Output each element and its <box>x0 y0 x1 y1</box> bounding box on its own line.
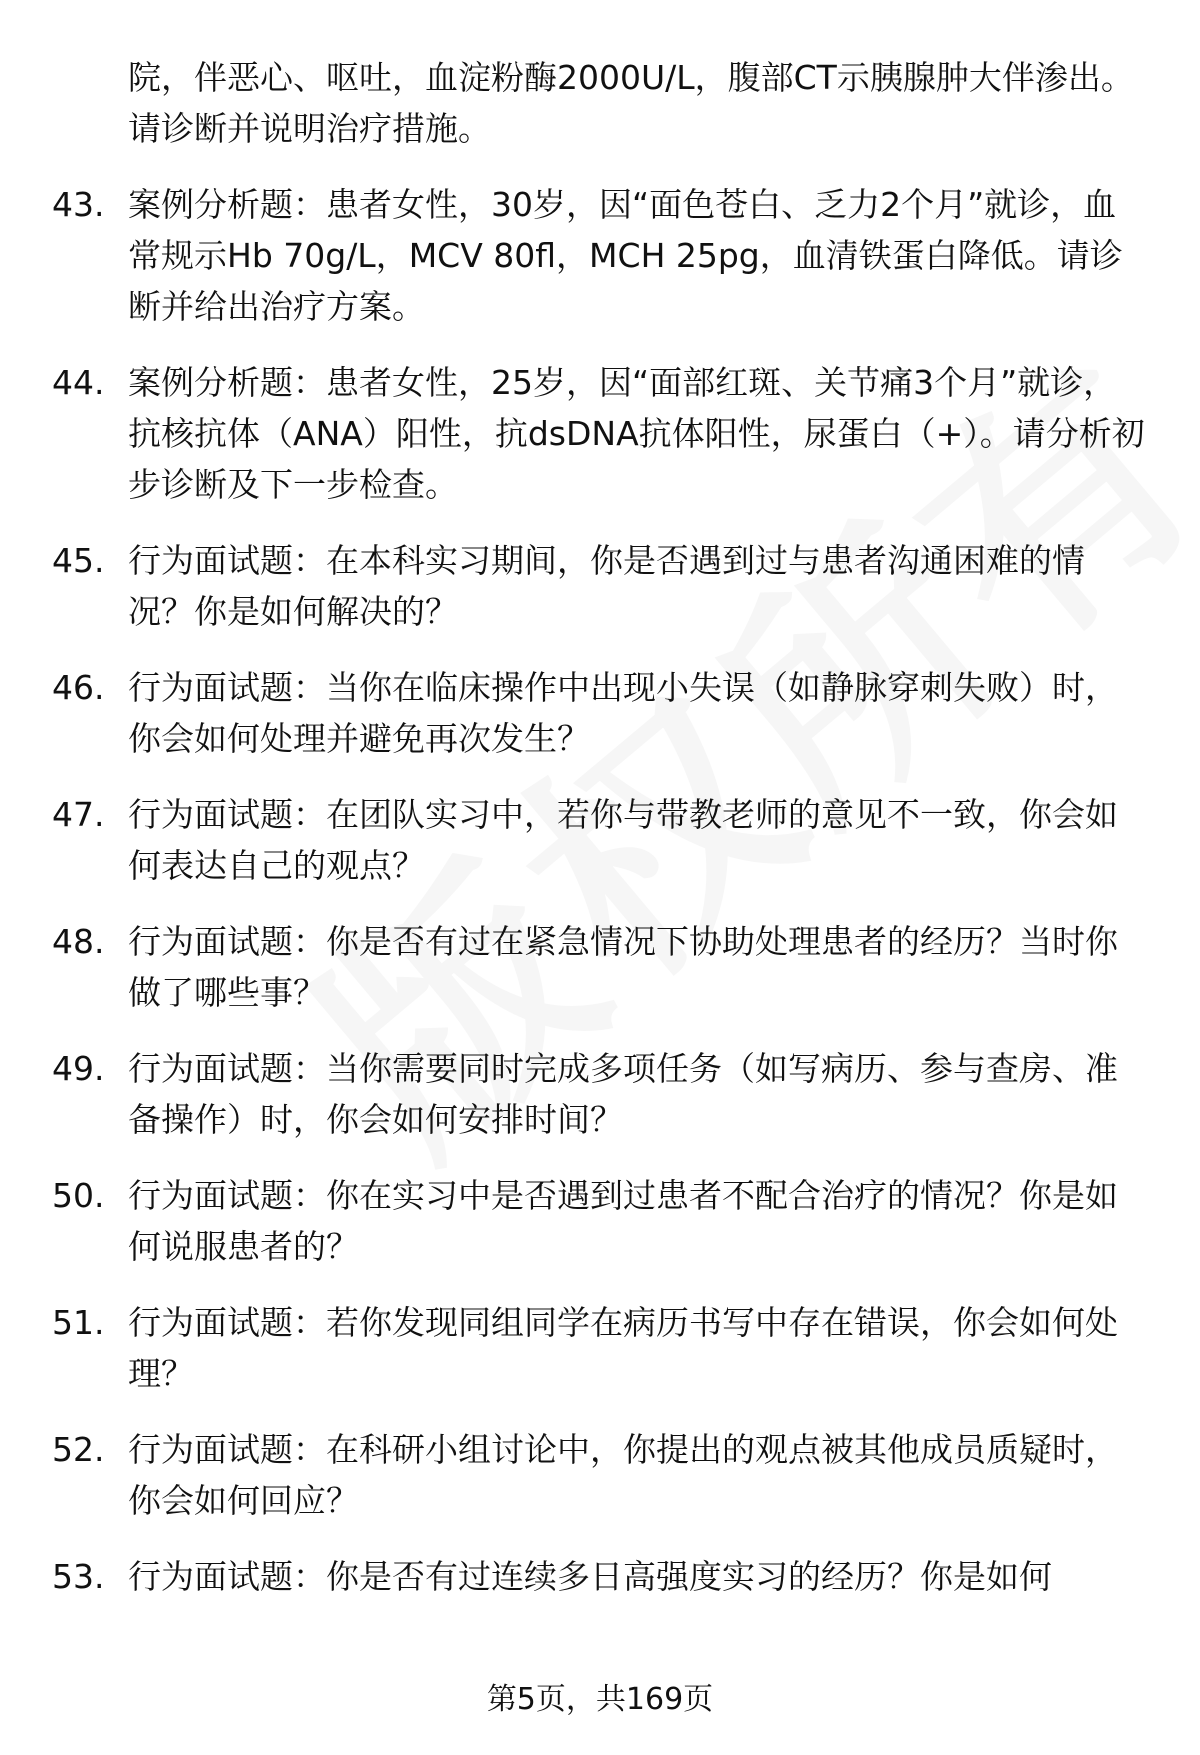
item-text: 行为面试题：在本科实习期间，你是否遇到过与患者沟通困难的情况？你是如何解决的？ <box>128 541 1085 631</box>
list-item <box>0 1043 1200 1145</box>
list-item <box>0 662 1200 764</box>
item-number: 46. <box>52 668 105 707</box>
list-item <box>0 1424 1200 1526</box>
item-number: 44. <box>52 363 105 402</box>
list-item <box>0 789 1200 891</box>
item-text: 行为面试题：你在实习中是否遇到过患者不配合治疗的情况？你是如何说服患者的？ <box>128 1176 1118 1266</box>
item-text: 行为面试题：当你需要同时完成多项任务（如写病历、参与查房、准备操作）时，你会如何安排时间？ <box>128 1049 1118 1139</box>
list-item <box>0 916 1200 1018</box>
item-text: 行为面试题：在科研小组讨论中，你提出的观点被其他成员质疑时，你会如何回应？ <box>128 1430 1118 1520</box>
item-text: 案例分析题：患者女性，30岁，因“面色苍白、乏力2个月”就诊，血常规示Hb 70g/L，MCV 80fl，MCH 25pg，血清铁蛋白降低。请诊断并给出治疗方案。 <box>128 185 1123 326</box>
item-text: 行为面试题：你是否有过在紧急情况下协助处理患者的经历？当时你做了哪些事？ <box>128 922 1118 1012</box>
item-text: 行为面试题：你是否有过连续多日高强度实习的经历？你是如何 <box>128 1557 1052 1596</box>
item-number: 50. <box>52 1176 105 1215</box>
list-item <box>0 357 1200 510</box>
list-item <box>0 52 1200 154</box>
item-number: 45. <box>52 541 105 580</box>
question-list <box>0 52 1200 1627</box>
item-number: 52. <box>52 1430 105 1469</box>
item-number: 47. <box>52 795 105 834</box>
page-footer: 第5页，共169页 <box>486 1682 714 1717</box>
list-item <box>0 1297 1200 1399</box>
list-item <box>0 1170 1200 1272</box>
item-text: 行为面试题：在团队实习中，若你与带教老师的意见不一致，你会如何表达自己的观点？ <box>128 795 1118 885</box>
item-text: 院，伴恶心、呕吐，血淀粉酶2000U/L，腹部CT示胰腺肿大伴渗出。请诊断并说明治疗措施。 <box>128 58 1134 148</box>
list-item <box>0 1551 1200 1602</box>
item-number: 51. <box>52 1303 105 1342</box>
item-number: 43. <box>52 185 105 224</box>
item-number: 49. <box>52 1049 105 1088</box>
item-text: 案例分析题：患者女性，25岁，因“面部红斑、关节痛3个月”就诊，抗核抗体（ANA）阳性，抗dsDNA抗体阳性，尿蛋白（+）。请分析初步诊断及下一步检查。 <box>128 363 1145 504</box>
item-number: 53. <box>52 1557 105 1596</box>
item-number: 48. <box>52 922 105 961</box>
list-item <box>0 179 1200 332</box>
item-text: 行为面试题：若你发现同组同学在病历书写中存在错误，你会如何处理？ <box>128 1303 1118 1393</box>
list-item <box>0 535 1200 637</box>
item-text: 行为面试题：当你在临床操作中出现小失误（如静脉穿刺失败）时，你会如何处理并避免再次发生？ <box>128 668 1118 758</box>
